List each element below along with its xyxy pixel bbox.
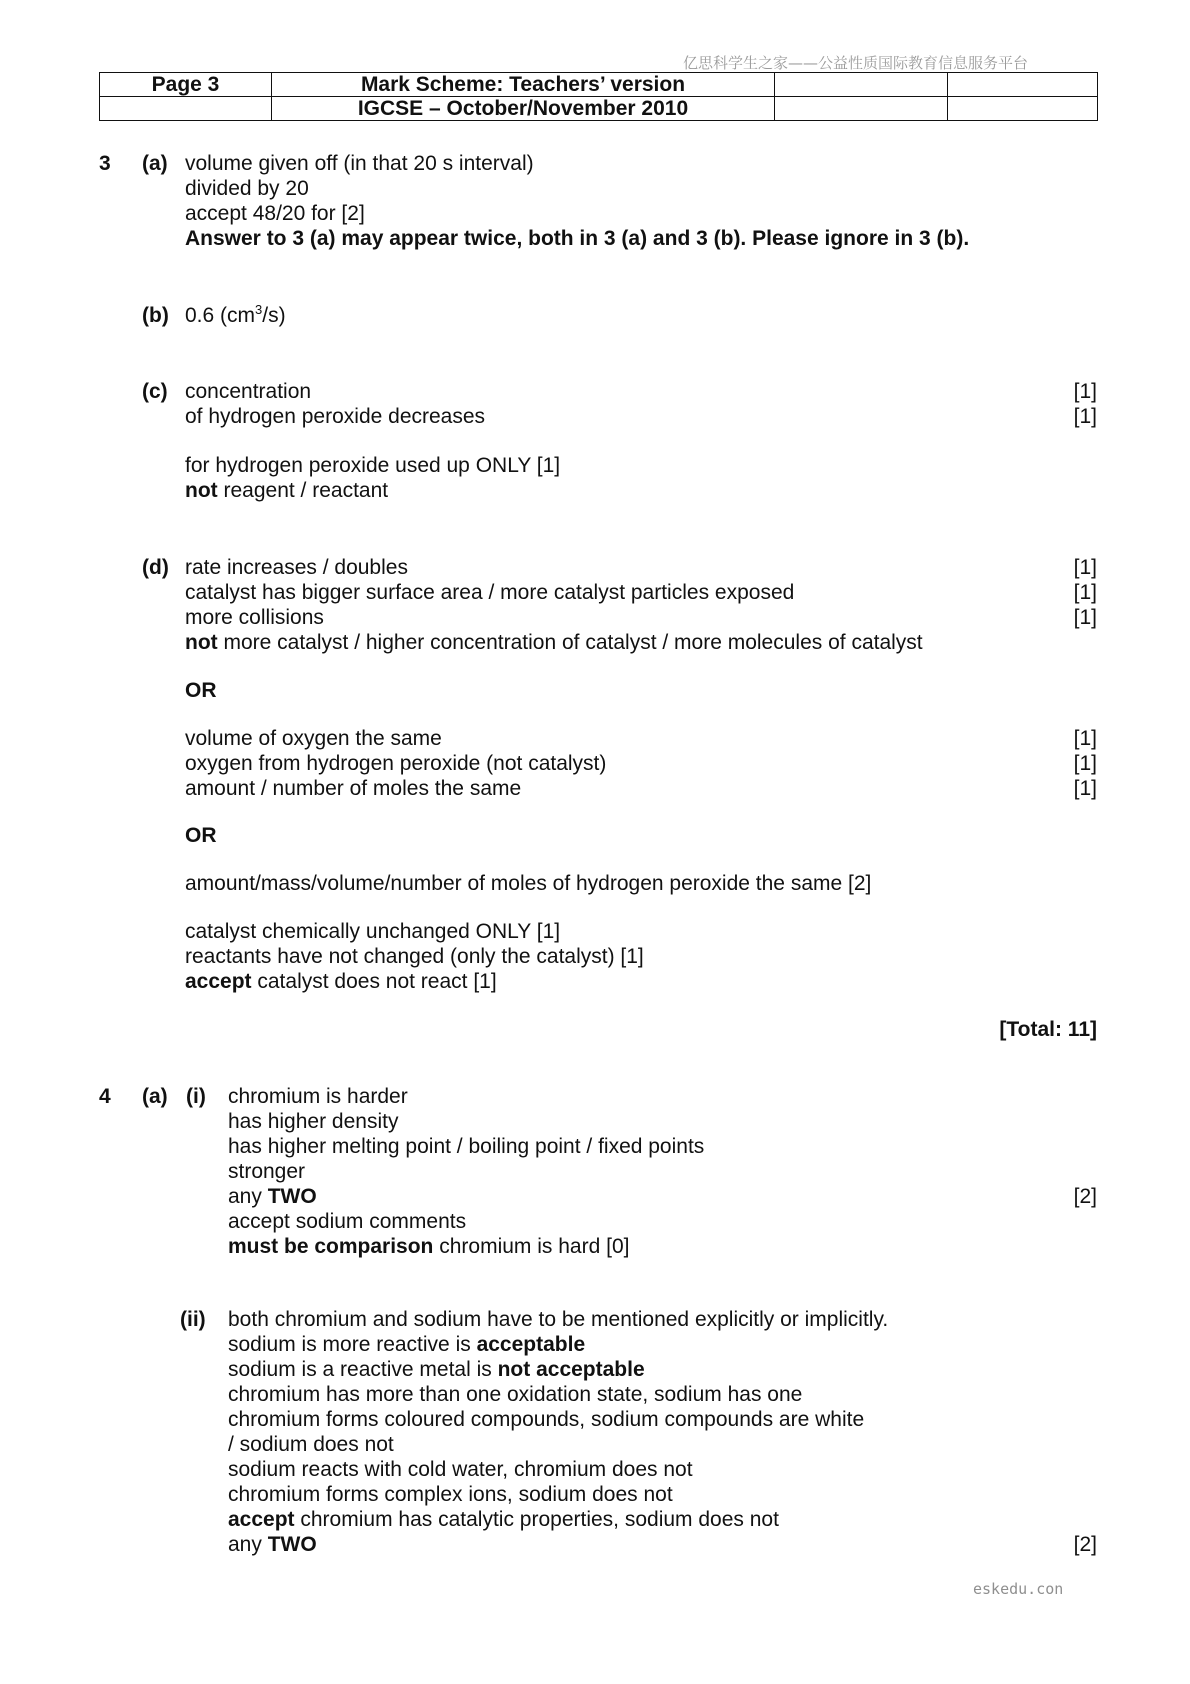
or-separator: OR (185, 824, 217, 847)
answer-text: any (228, 1533, 268, 1556)
header-blank-cell (775, 73, 948, 97)
answer-line: more collisions (185, 606, 324, 629)
header-blank-cell (100, 97, 272, 121)
answer-text: sodium is more reactive is (228, 1333, 477, 1356)
answer-text: reagent / reactant (217, 479, 389, 502)
answer-line: both chromium and sodium have to be mentioned explicitly or implicitly. (228, 1308, 889, 1331)
answer-text: catalyst does not react [1] (251, 970, 497, 993)
part-label-3b: (b) (142, 304, 169, 327)
watermark-top: 亿思科学生之家——公益性质国际教育信息服务平台 (683, 54, 1029, 72)
answer-line: sodium reacts with cold water, chromium does not (228, 1458, 693, 1481)
part-label-3d: (d) (142, 556, 169, 579)
mark: [1] (1073, 380, 1097, 403)
answer-line: divided by 20 (185, 177, 309, 200)
answer-line (228, 1184, 317, 1209)
page-number: Page 3 (100, 73, 272, 97)
answer-text: sodium is a reactive metal is (228, 1358, 498, 1381)
page-title: Mark Scheme: Teachers’ version (272, 73, 775, 97)
mark: [1] (1073, 752, 1097, 775)
mark: [1] (1073, 405, 1097, 428)
answer-text: more catalyst / higher concentration of catalyst / more molecules of catalyst (217, 631, 923, 654)
answer-text: chromium is hard [0] (433, 1235, 630, 1258)
bold-keyword: TWO (267, 1185, 317, 1208)
answer-line: of hydrogen peroxide decreases (185, 405, 486, 428)
or-separator: OR (185, 679, 217, 702)
answer-line: stronger (228, 1160, 306, 1183)
header-blank-cell (775, 97, 948, 121)
answer-line: catalyst has bigger surface area / more catalyst particles exposed (185, 581, 795, 604)
answer-line: for hydrogen peroxide used up ONLY [1] (185, 454, 561, 477)
answer-line: volume of oxygen the same (185, 727, 442, 750)
answer-note: Answer to 3 (a) may appear twice, both in 3 (a) and 3 (b). Please ignore in 3 (b). (185, 227, 970, 250)
answer-line (228, 1357, 645, 1382)
answer-line: has higher melting point / boiling point / fixed points (228, 1135, 705, 1158)
answer-line: / sodium does not (228, 1433, 394, 1456)
mark: [1] (1073, 556, 1097, 579)
mark: [1] (1073, 581, 1097, 604)
bold-keyword: must be comparison (228, 1235, 434, 1258)
bold-keyword: not acceptable (497, 1358, 645, 1381)
answer-line: rate increases / doubles (185, 556, 408, 579)
answer-line (228, 1507, 779, 1532)
answer-line: reactants have not changed (only the catalyst) [1] (185, 945, 644, 968)
answer-line: chromium has more than one oxidation state, sodium has one (228, 1383, 803, 1406)
part-label-3a: (a) (142, 152, 168, 175)
answer-line: chromium forms complex ions, sodium does not (228, 1483, 673, 1506)
answer-unit: /s) (262, 304, 286, 327)
answer-text: any (228, 1185, 268, 1208)
bold-keyword: TWO (267, 1533, 317, 1556)
page-subtitle: IGCSE – October/November 2010 (272, 97, 775, 121)
answer-line: chromium is harder (228, 1085, 408, 1108)
part-label-4a: (a) (142, 1085, 168, 1108)
answer-text: chromium has catalytic properties, sodium does not (294, 1508, 779, 1531)
subpart-label-4aii: (ii) (180, 1308, 206, 1331)
bold-keyword: not (185, 631, 218, 654)
subpart-label-4ai: (i) (186, 1085, 206, 1108)
superscript: 3 (255, 302, 263, 317)
mark: [1] (1073, 777, 1097, 800)
answer-line: has higher density (228, 1110, 399, 1133)
answer-line: accept 48/20 for [2] (185, 202, 365, 225)
question-total: [Total: 11] (999, 1018, 1097, 1041)
part-label-3c: (c) (142, 380, 168, 403)
answer-line: catalyst chemically unchanged ONLY [1] (185, 920, 561, 943)
answer-value: 0.6 (cm (185, 304, 256, 327)
header-row-1 (100, 73, 1098, 97)
bold-keyword: acceptable (476, 1333, 586, 1356)
answer-line: chromium forms coloured compounds, sodium compounds are white (228, 1408, 865, 1431)
answer-line (185, 969, 497, 994)
header-row-2 (100, 97, 1098, 121)
mark: [2] (1073, 1185, 1097, 1208)
bold-keyword: not (185, 479, 218, 502)
bold-keyword: accept (228, 1508, 295, 1531)
mark: [1] (1073, 727, 1097, 750)
answer-line (228, 1234, 629, 1259)
answer-line: oxygen from hydrogen peroxide (not catalyst) (185, 752, 607, 775)
answer-line: volume given off (in that 20 s interval) (185, 152, 534, 175)
header-blank-cell (948, 97, 1098, 121)
header-table (99, 72, 1098, 121)
question-number-4: 4 (99, 1085, 111, 1108)
answer-line (185, 303, 286, 328)
answer-line: amount/mass/volume/number of moles of hydrogen peroxide the same [2] (185, 872, 872, 895)
mark: [1] (1073, 606, 1097, 629)
header-blank-cell (948, 73, 1098, 97)
answer-line (228, 1532, 317, 1557)
bold-keyword: accept (185, 970, 252, 993)
watermark-bottom: eskedu.con (973, 1580, 1064, 1598)
question-number-3: 3 (99, 152, 111, 175)
answer-line (228, 1332, 585, 1357)
answer-line: concentration (185, 380, 312, 403)
mark: [2] (1073, 1533, 1097, 1556)
answer-line (185, 478, 388, 503)
answer-line: accept sodium comments (228, 1210, 467, 1233)
answer-line: amount / number of moles the same (185, 777, 522, 800)
answer-line (185, 630, 923, 655)
